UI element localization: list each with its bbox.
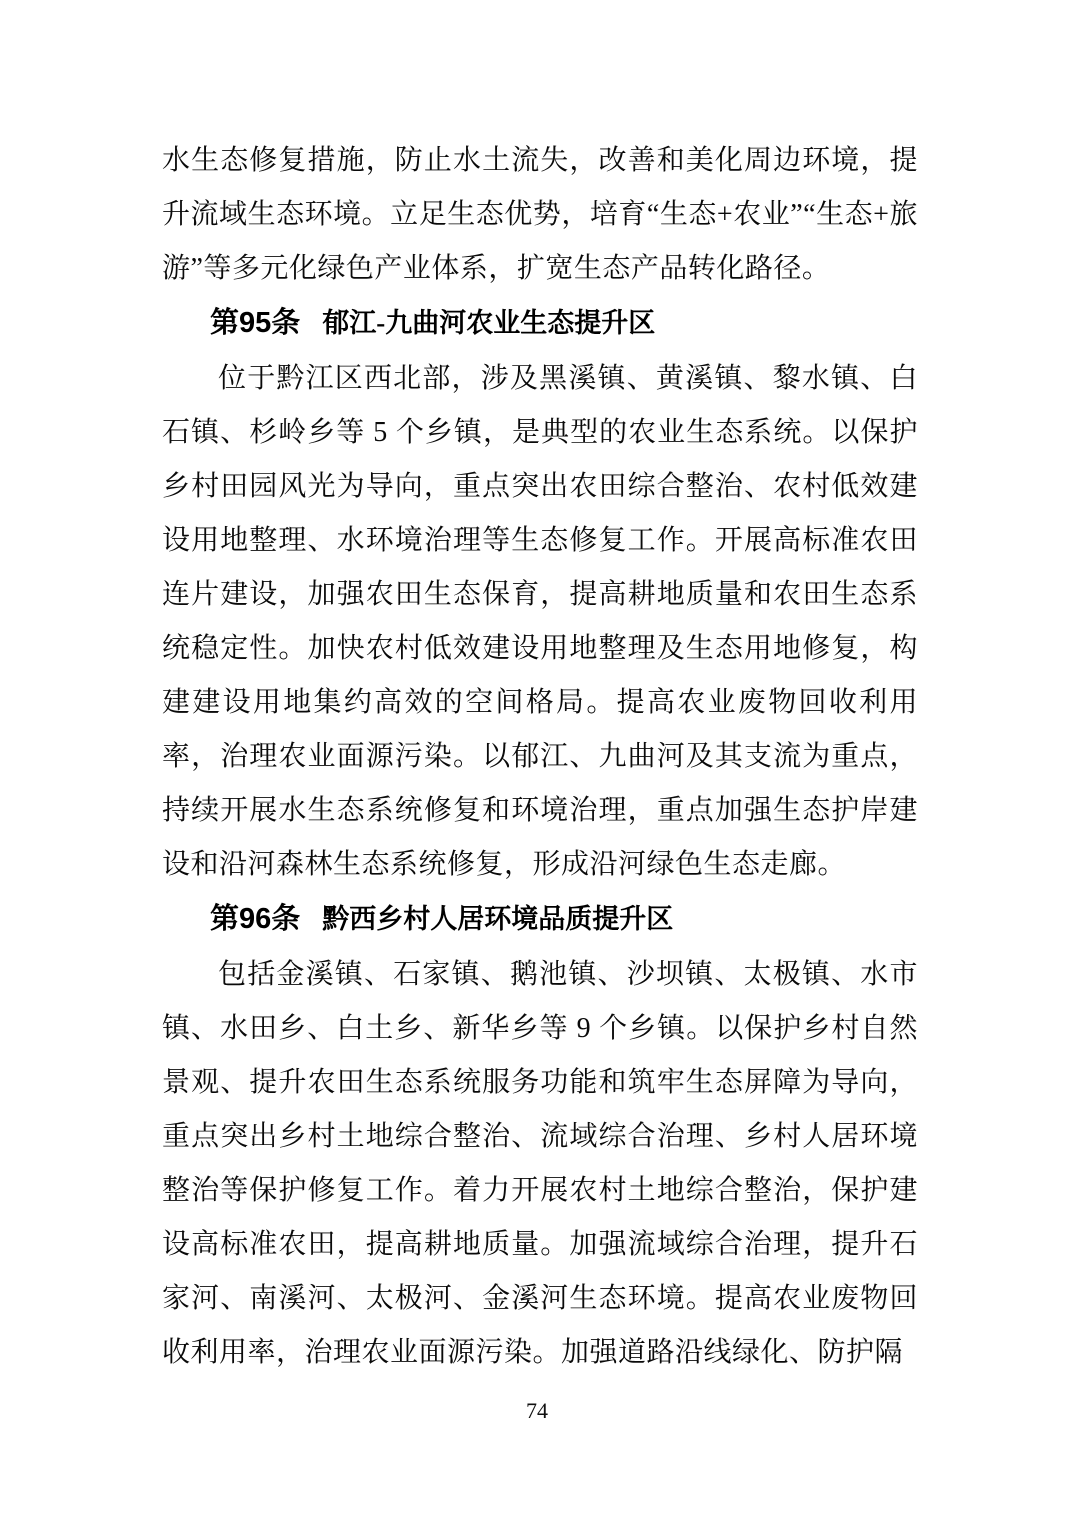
paragraph-article-96: 包括金溪镇、石家镇、鹅池镇、沙坝镇、太极镇、水市镇、水田乡、白土乡、新华乡等 9 个乡镇。以保护乡村自然景观、提升农田生态系统服务功能和筑牢生态屏障为导向，重点突出乡村土地综合整治、流域综合治理、乡村人居环境整治等保护修复工作。着力开展农村土地综合整治，保护建设高标准农田，提高耕地质量。加强流域综合治理，提升石家河、南溪河、太极河、金溪河生态环境。提高农业废物回收利用率，治理农业面源污染。加强道路沿线绿化、防护隔 [162,959,918,1368]
paragraph-continuation: 水生态修复措施，防止水土流失，改善和美化周边环境，提升流域生态环境。立足生态优势，培育“生态+农业”“生态+旅游”等多元化绿色产业体系，扩宽生态产品转化路径。 [162,145,918,284]
paragraph-article-95: 位于黔江区西北部，涉及黑溪镇、黄溪镇、黎水镇、白石镇、杉岭乡等 5 个乡镇，是典型的农业生态系统。以保护乡村田园风光为导向，重点突出农田综合整治、农村低效建设用地整理、水环境治理等生态修复工作。开展高标准农田连片建设，加强农田生态保育，提高耕地质量和农田生态系统稳定性。加快农村低效建设用地整理及生态用地修复，构建建设用地集约高效的空间格局。提高农业废物回收利用率，治理农业面源污染。以郁江、九曲河及其支流为重点，持续开展水生态系统修复和环境治理，重点加强生态护岸建设和沿河森林生态系统修复，形成沿河绿色生态走廊。 [162,363,918,880]
article-heading-95 [162,296,918,352]
article-number: 第96条 [210,903,301,935]
article-number: 第95条 [210,307,301,339]
article-title: 黔西乡村人居环境品质提升区 [322,904,674,934]
document-content [162,134,918,1380]
article-heading-96 [162,892,918,948]
article-title: 郁江-九曲河农业生态提升区 [322,308,656,338]
page-number: 74 [526,1398,548,1423]
